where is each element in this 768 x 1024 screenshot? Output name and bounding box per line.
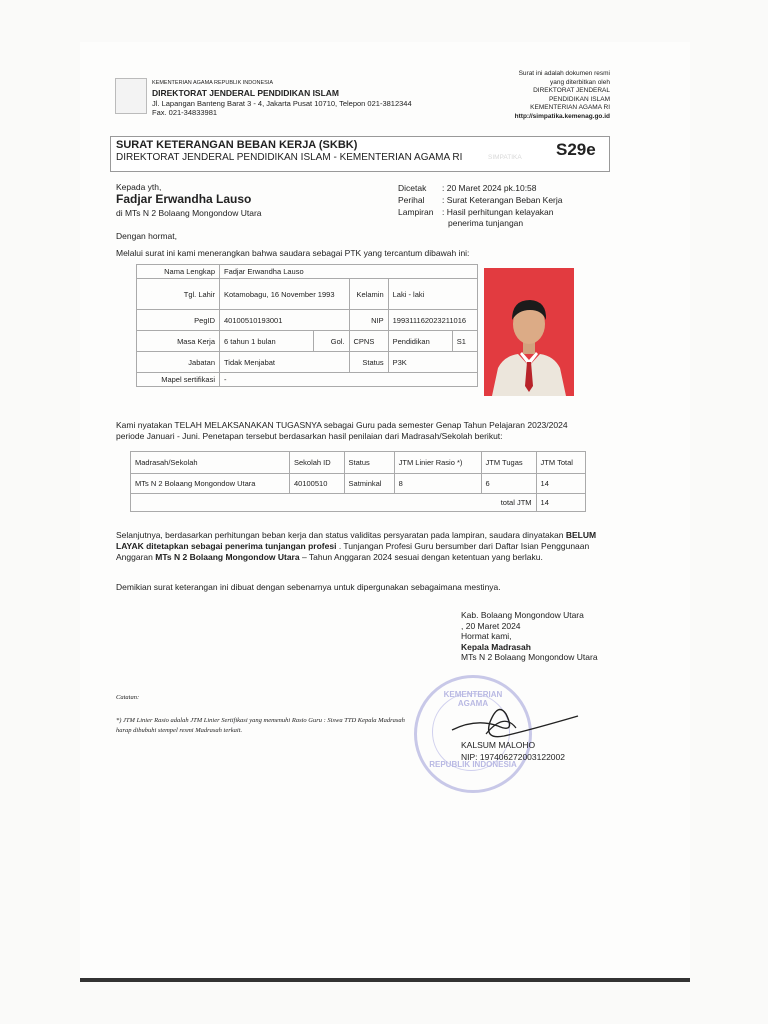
document-code-badge: S29e bbox=[556, 140, 596, 159]
ptk-table bbox=[136, 264, 478, 387]
address: Jl. Lapangan Banteng Barat 3 - 4, Jakarta Pusat 10710, Telepon 021-3812344 bbox=[152, 99, 412, 108]
portrait-illustration bbox=[484, 268, 574, 396]
document-subtitle: DIREKTORAT JENDERAL PENDIDIKAN ISLAM - KEMENTERIAN AGAMA RI bbox=[116, 152, 463, 163]
stamp-top-text: KEMENTERIAN AGAMA bbox=[443, 690, 503, 708]
table-row bbox=[137, 279, 478, 310]
column-header: JTM Tugas bbox=[481, 452, 536, 474]
pendidikan-value: S1 bbox=[452, 331, 477, 352]
column-header: JTM Total bbox=[536, 452, 585, 474]
tgl-label: Tgl. Lahir bbox=[137, 279, 220, 310]
mapel-value: - bbox=[220, 373, 478, 387]
table-total-row bbox=[131, 494, 586, 512]
nama-value: Fadjar Erwandha Lauso bbox=[220, 265, 478, 279]
total-jtm-value: 14 bbox=[536, 494, 585, 512]
table-row bbox=[137, 352, 478, 373]
recipient-place: di MTs N 2 Bolaang Mongondow Utara bbox=[116, 208, 262, 218]
nama-label: Nama Lengkap bbox=[137, 265, 220, 279]
kelamin-value: Laki - laki bbox=[388, 279, 477, 310]
signature-regards: Hormat kami, bbox=[461, 631, 512, 641]
table-row bbox=[131, 474, 586, 494]
signatory-nip: NIP: 197406272003122002 bbox=[461, 752, 565, 762]
notice-line: yang diterbitkan oleh bbox=[550, 78, 610, 86]
notice-line: DIREKTORAT JENDERAL bbox=[533, 87, 610, 94]
school-table bbox=[130, 451, 586, 512]
teacher-photo bbox=[484, 268, 574, 396]
perihal-label: Perihal bbox=[398, 195, 425, 205]
notice-line: PENDIDIKAN ISLAM bbox=[548, 95, 610, 103]
ineligible-statement: BELUM LAYAK ditetapkan sebagai penerima tunjangan profesi bbox=[116, 530, 597, 551]
pegid-label: PegID bbox=[137, 310, 220, 331]
signature-block bbox=[461, 610, 601, 663]
fax: Fax. 021-34833981 bbox=[152, 108, 218, 117]
total-jtm-label: total JTM bbox=[131, 494, 537, 512]
table-header-row bbox=[131, 452, 586, 474]
lampiran-value-2: penerima tunjangan bbox=[448, 218, 524, 228]
stamp-bottom-text: REPUBLIK INDONESIA bbox=[429, 760, 517, 769]
greeting: Dengan hormat, bbox=[116, 231, 177, 241]
notes-text: *) JTM Linier Rasio adalah JTM Linier Sertifikasi yang memenuhi Rasio Guru : Siswa TTD Kepala Madrasah harap dibubuhi stempel resmi Madrasah terkait. bbox=[116, 717, 405, 734]
lampiran-label: Lampiran bbox=[398, 207, 434, 217]
school-status-cell: Satminkal bbox=[344, 474, 394, 494]
nip-label: NIP bbox=[349, 310, 388, 331]
pegid-value: 40100510193001 bbox=[220, 310, 350, 331]
notice-line: KEMENTERIAN AGAMA RI bbox=[530, 104, 610, 111]
column-header: Sekolah ID bbox=[290, 452, 345, 474]
jtm-total-cell: 14 bbox=[536, 474, 585, 494]
masa-value: 6 tahun 1 bulan bbox=[220, 331, 314, 352]
signature-place: Kab. Bolaang Mongondow Utara bbox=[461, 610, 584, 620]
jabatan-value: Tidak Menjabat bbox=[220, 352, 350, 373]
table-row bbox=[137, 373, 478, 387]
pendidikan-label: Pendidikan bbox=[388, 331, 452, 352]
gol-value: CPNS bbox=[349, 331, 388, 352]
status-value: P3K bbox=[388, 352, 477, 373]
school-id-cell: 40100510 bbox=[290, 474, 345, 494]
document-paper bbox=[80, 42, 690, 982]
document-title: SURAT KETERANGAN BEBAN KERJA (SKBK) bbox=[116, 139, 358, 151]
signatory-school: MTs N 2 Bolaang Mongondow Utara bbox=[461, 652, 598, 662]
table-row bbox=[137, 331, 478, 352]
recipient-name: Fadjar Erwandha Lauso bbox=[116, 192, 252, 206]
status-label: Status bbox=[349, 352, 388, 373]
statement-text: Kami nyatakan TELAH MELAKSANAKAN TUGASNYA sebagai Guru pada semester Genap Tahun Pelajaran 2023/2024 periode Januari - Juni. Penetapan tersebut berdasarkan hasil penilaian dari Madrasah/Sekolah berikut: bbox=[116, 420, 568, 441]
ministry-name: KEMENTERIAN AGAMA REPUBLIK INDONESIA bbox=[152, 80, 274, 86]
column-header: JTM Linier Rasio *) bbox=[394, 452, 481, 474]
signatory-role: Kepala Madrasah bbox=[461, 641, 531, 652]
ministry-logo bbox=[115, 78, 147, 114]
notes-label: Catatan: bbox=[116, 694, 140, 701]
school-name-cell: MTs N 2 Bolaang Mongondow Utara bbox=[131, 474, 290, 494]
jtm-tugas-cell: 6 bbox=[481, 474, 536, 494]
mapel-label: Mapel sertifikasi bbox=[137, 373, 220, 387]
conclusion-text bbox=[116, 530, 600, 563]
signature-date: , 20 Maret 2024 bbox=[461, 620, 521, 631]
kelamin-label: Kelamin bbox=[349, 279, 388, 310]
table-row bbox=[137, 310, 478, 331]
closing-text: Demikian surat keterangan ini dibuat dengan sebenarnya untuk dipergunakan sebagaimana mestinya. bbox=[116, 582, 501, 592]
dicetak-label: Dicetak bbox=[398, 183, 427, 193]
nip-value: 199311162023211016 bbox=[388, 310, 477, 331]
masa-label: Masa Kerja bbox=[137, 331, 220, 352]
conclusion-part: . Tunjangan Profesi Guru bersumber dari Daftar Isian Penggunaan Anggaran bbox=[116, 541, 590, 562]
perihal-value: : Surat Keterangan Beban Kerja bbox=[442, 195, 563, 205]
simpatika-url[interactable]: http://simpatika.kemenag.go.id bbox=[514, 112, 610, 120]
jabatan-label: Jabatan bbox=[137, 352, 220, 373]
official-notice bbox=[470, 70, 610, 121]
intro-text: Melalui surat ini kami menerangkan bahwa saudara sebagai PTK yang tercantum dibawah ini: bbox=[116, 248, 470, 258]
recipient-to: Kepada yth, bbox=[116, 182, 162, 192]
signatory-name: KALSUM MALOHO bbox=[461, 740, 536, 750]
budget-school: MTs N 2 Bolaang Mongondow Utara bbox=[155, 552, 300, 562]
gol-label: Gol. bbox=[314, 331, 349, 352]
column-header: Madrasah/Sekolah bbox=[131, 452, 290, 474]
jtm-linier-cell: 8 bbox=[394, 474, 481, 494]
dicetak-value: : 20 Maret 2024 pk.10:58 bbox=[442, 183, 537, 193]
directorate-name: DIREKTORAT JENDERAL PENDIDIKAN ISLAM bbox=[152, 88, 340, 98]
watermark: SIMPATIKA bbox=[488, 154, 522, 161]
column-header: Status bbox=[344, 452, 394, 474]
notice-line: Surat ini adalah dokumen resmi bbox=[518, 70, 610, 77]
conclusion-part: – Tahun Anggaran 2024 sesuai dengan ketentuan yang berlaku. bbox=[301, 552, 543, 562]
conclusion-part: Selanjutnya, berdasarkan perhitungan beban kerja dan status validitas persyaratan pada lampiran, saudara dinyatakan bbox=[116, 530, 564, 540]
lampiran-value: : Hasil perhitungan kelayakan bbox=[442, 207, 554, 217]
table-row bbox=[137, 265, 478, 279]
tgl-value: Kotamobagu, 16 November 1993 bbox=[220, 279, 350, 310]
bottom-edge bbox=[80, 978, 690, 982]
